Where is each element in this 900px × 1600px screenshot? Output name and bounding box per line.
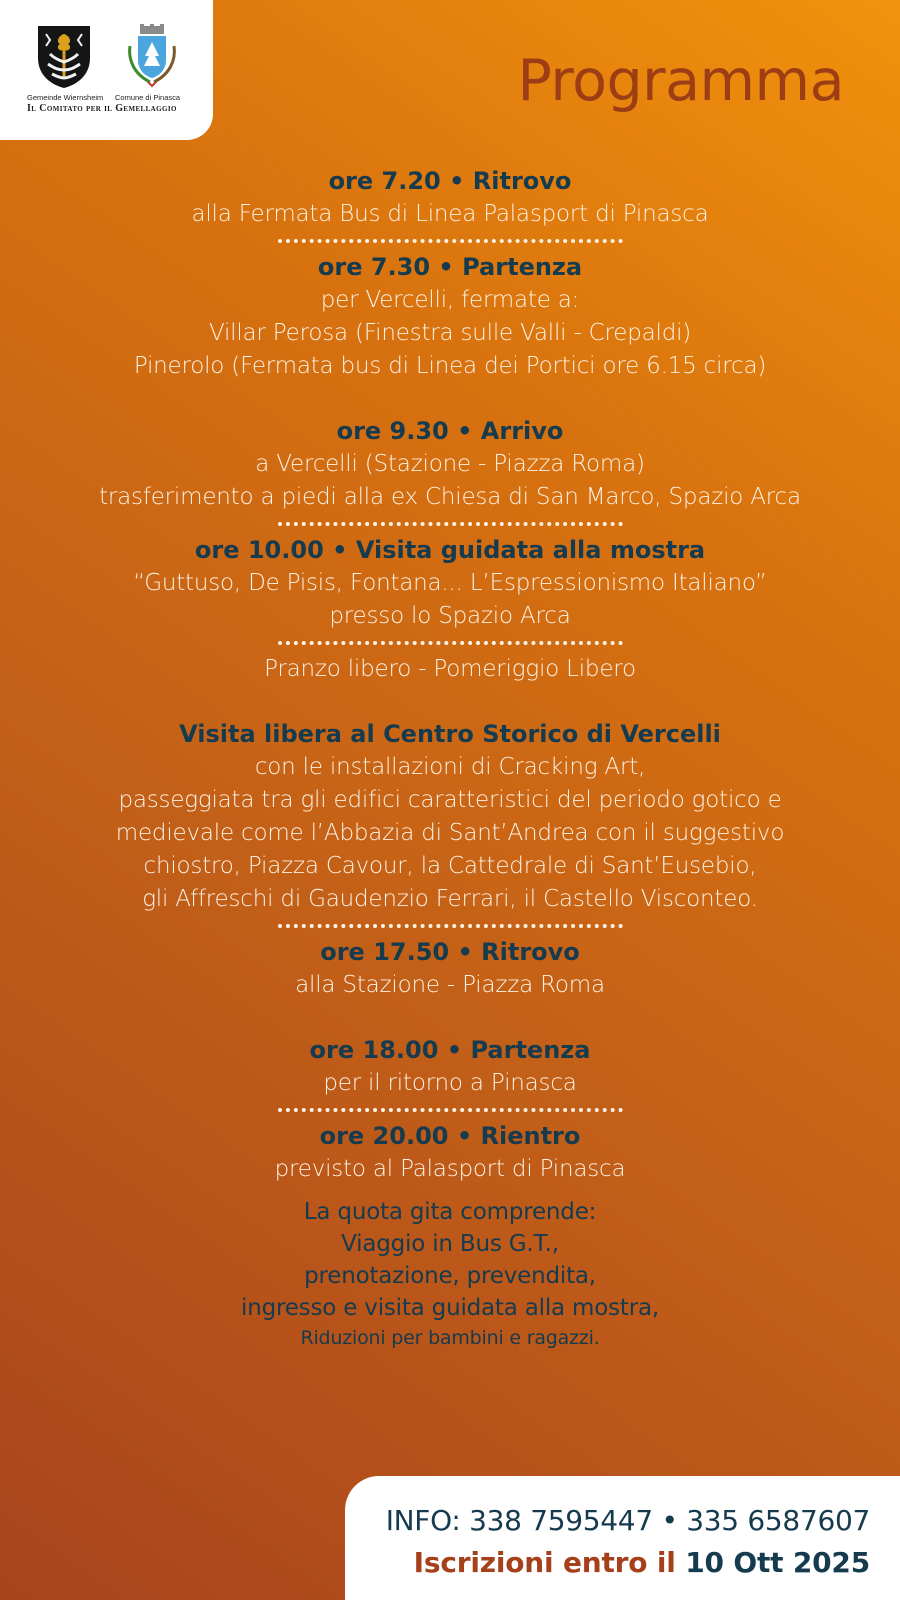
deadline-label: Iscrizioni entro il (413, 1546, 676, 1579)
program-line: “Guttuso, De Pisis, Fontana... L’Espressionismo Italiano” (133, 570, 767, 596)
program-item (0, 165, 900, 231)
program-line: passeggiata tra gli edifici caratteristici del periodo gotico e (118, 787, 782, 813)
deadline-date: 10 Ott 2025 (685, 1546, 870, 1579)
dotted-separator (278, 641, 623, 645)
committee-name: Il Comitato per il Gemellaggio (27, 103, 177, 114)
program-line: Pranzo libero - Pomeriggio Libero (264, 656, 636, 682)
pinasca-coat-of-arms-icon (124, 24, 180, 90)
program-item (0, 251, 900, 383)
program-line: per Vercelli, fermate a: (320, 287, 580, 313)
program-line: con le installazioni di Cracking Art, (254, 754, 646, 780)
program-line: alla Fermata Bus di Linea Palasport di Pinasca (191, 201, 709, 227)
program-line: gli Affreschi di Gaudenzio Ferrari, il Castello Visconteo. (142, 886, 758, 912)
fee-note: Riduzioni per bambini e ragazzi. (300, 1327, 600, 1349)
fee-line: ingresso e visita guidata alla mostra, (241, 1295, 659, 1321)
program-line: Villar Perosa (Finestra sulle Valli - Crepaldi) (208, 320, 692, 346)
logo-panel (0, 0, 213, 140)
page-title: Programma (517, 48, 844, 114)
program-line: a Vercelli (Stazione - Piazza Roma) (255, 451, 645, 477)
wiernsheim-coat-of-arms-icon (36, 24, 92, 90)
info-phone-numbers: INFO: 338 7595447 • 335 6587607 (385, 1504, 870, 1537)
program-item (0, 415, 900, 514)
program-line: per il ritorno a Pinasca (323, 1070, 577, 1096)
dotted-separator (278, 1108, 623, 1112)
info-panel (345, 1476, 900, 1600)
program-item (0, 534, 900, 633)
program-item (0, 1120, 900, 1186)
pinasca-caption: Comune di Pinasca (115, 93, 181, 102)
fee-line: Viaggio in Bus G.T., (341, 1231, 559, 1257)
program-heading: ore 7.30 • Partenza (317, 253, 583, 281)
program-item (0, 1034, 900, 1100)
program-heading: ore 18.00 • Partenza (309, 1036, 591, 1064)
program-list (0, 165, 900, 1352)
program-line: presso lo Spazio Arca (329, 603, 571, 629)
program-item (0, 653, 900, 686)
program-heading: ore 17.50 • Ritrovo (320, 938, 580, 966)
spacer (0, 686, 900, 718)
program-item (0, 936, 900, 1002)
wiernsheim-caption: Gemeinde Wiernsheim (27, 93, 104, 102)
program-line: chiostro, Piazza Cavour, la Cattedrale di Sant’Eusebio, (143, 853, 757, 879)
dotted-separator (278, 239, 623, 243)
program-line: medievale come l’Abbazia di Sant’Andrea con il suggestivo (115, 820, 785, 846)
program-line: alla Stazione - Piazza Roma (295, 972, 605, 998)
program-line: Pinerolo (Fermata bus di Linea dei Portici ore 6.15 circa) (133, 353, 767, 379)
program-heading: ore 9.30 • Arrivo (336, 417, 564, 445)
program-heading: ore 10.00 • Visita guidata alla mostra (194, 536, 706, 564)
dotted-separator (278, 522, 623, 526)
program-item (0, 718, 900, 916)
spacer (0, 1002, 900, 1034)
program-heading: ore 7.20 • Ritrovo (328, 167, 572, 195)
registration-deadline (414, 1546, 870, 1579)
program-heading: Visita libera al Centro Storico di Vercelli (179, 720, 721, 748)
fee-line: prenotazione, prevendita, (304, 1263, 596, 1289)
program-line: trasferimento a piedi alla ex Chiesa di San Marco, Spazio Arca (99, 484, 801, 510)
program-line: previsto al Palasport di Pinasca (274, 1156, 626, 1182)
trip-fee-details (0, 1196, 900, 1352)
spacer (0, 383, 900, 415)
fee-line: La quota gita comprende: (303, 1199, 597, 1225)
dotted-separator (278, 924, 623, 928)
spacer (0, 1186, 900, 1196)
program-heading: ore 20.00 • Rientro (319, 1122, 581, 1150)
